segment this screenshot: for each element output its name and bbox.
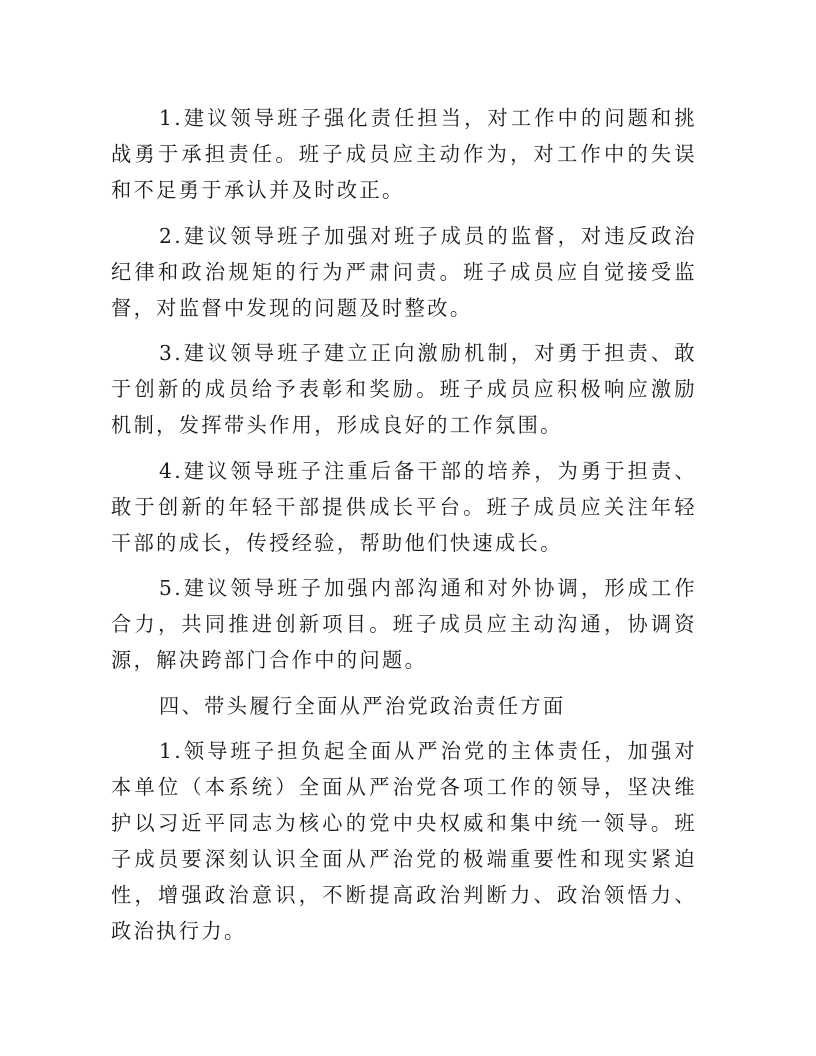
paragraph-suggestion-2: 2.建议领导班子加强对班子成员的监督，对违反政治纪律和政治规矩的行为严肃问责。班子成员应自觉接受监督，对监督中发现的问题及时整改。 [111, 223, 697, 320]
paragraph-suggestion-5: 5.建议领导班子加强内部沟通和对外协调，形成工作合力，共同推进创新项目。班子成员应主动沟通，协调资源，解决跨部门合作中的问题。 [111, 576, 697, 672]
section-paragraph-1: 1.领导班子担负起全面从严治党的主体责任，加强对本单位（本系统）全面从严治党各项工作的领导，坚决维护以习近平同志为核心的党中央权威和集中统一领导。班子成员要深刻认识全面从严治党的极端重要性和现实紧迫性，增强政治意识，不断提高政治判断力、政治领悟力、政治执行力。 [111, 739, 697, 943]
paragraph-suggestion-4: 4.建议领导班子注重后备干部的培养，为勇于担责、敢于创新的年轻干部提供成长平台。班子成员应关注年轻干部的成长，传授经验，帮助他们快速成长。 [111, 458, 697, 555]
document-page [111, 100, 697, 959]
section-heading: 四、带头履行全面从严治党政治责任方面 [159, 693, 566, 718]
paragraph-suggestion-3: 3.建议领导班子建立正向激励机制，对勇于担责、敢于创新的成员给予表彰和奖励。班子成员应积极响应激励机制，发挥带头作用，形成良好的工作氛围。 [111, 341, 697, 437]
paragraph-suggestion-1: 1.建议领导班子强化责任担当，对工作中的问题和挑战勇于承担责任。班子成员应主动作为，对工作中的失误和不足勇于承认并及时改正。 [111, 106, 697, 202]
